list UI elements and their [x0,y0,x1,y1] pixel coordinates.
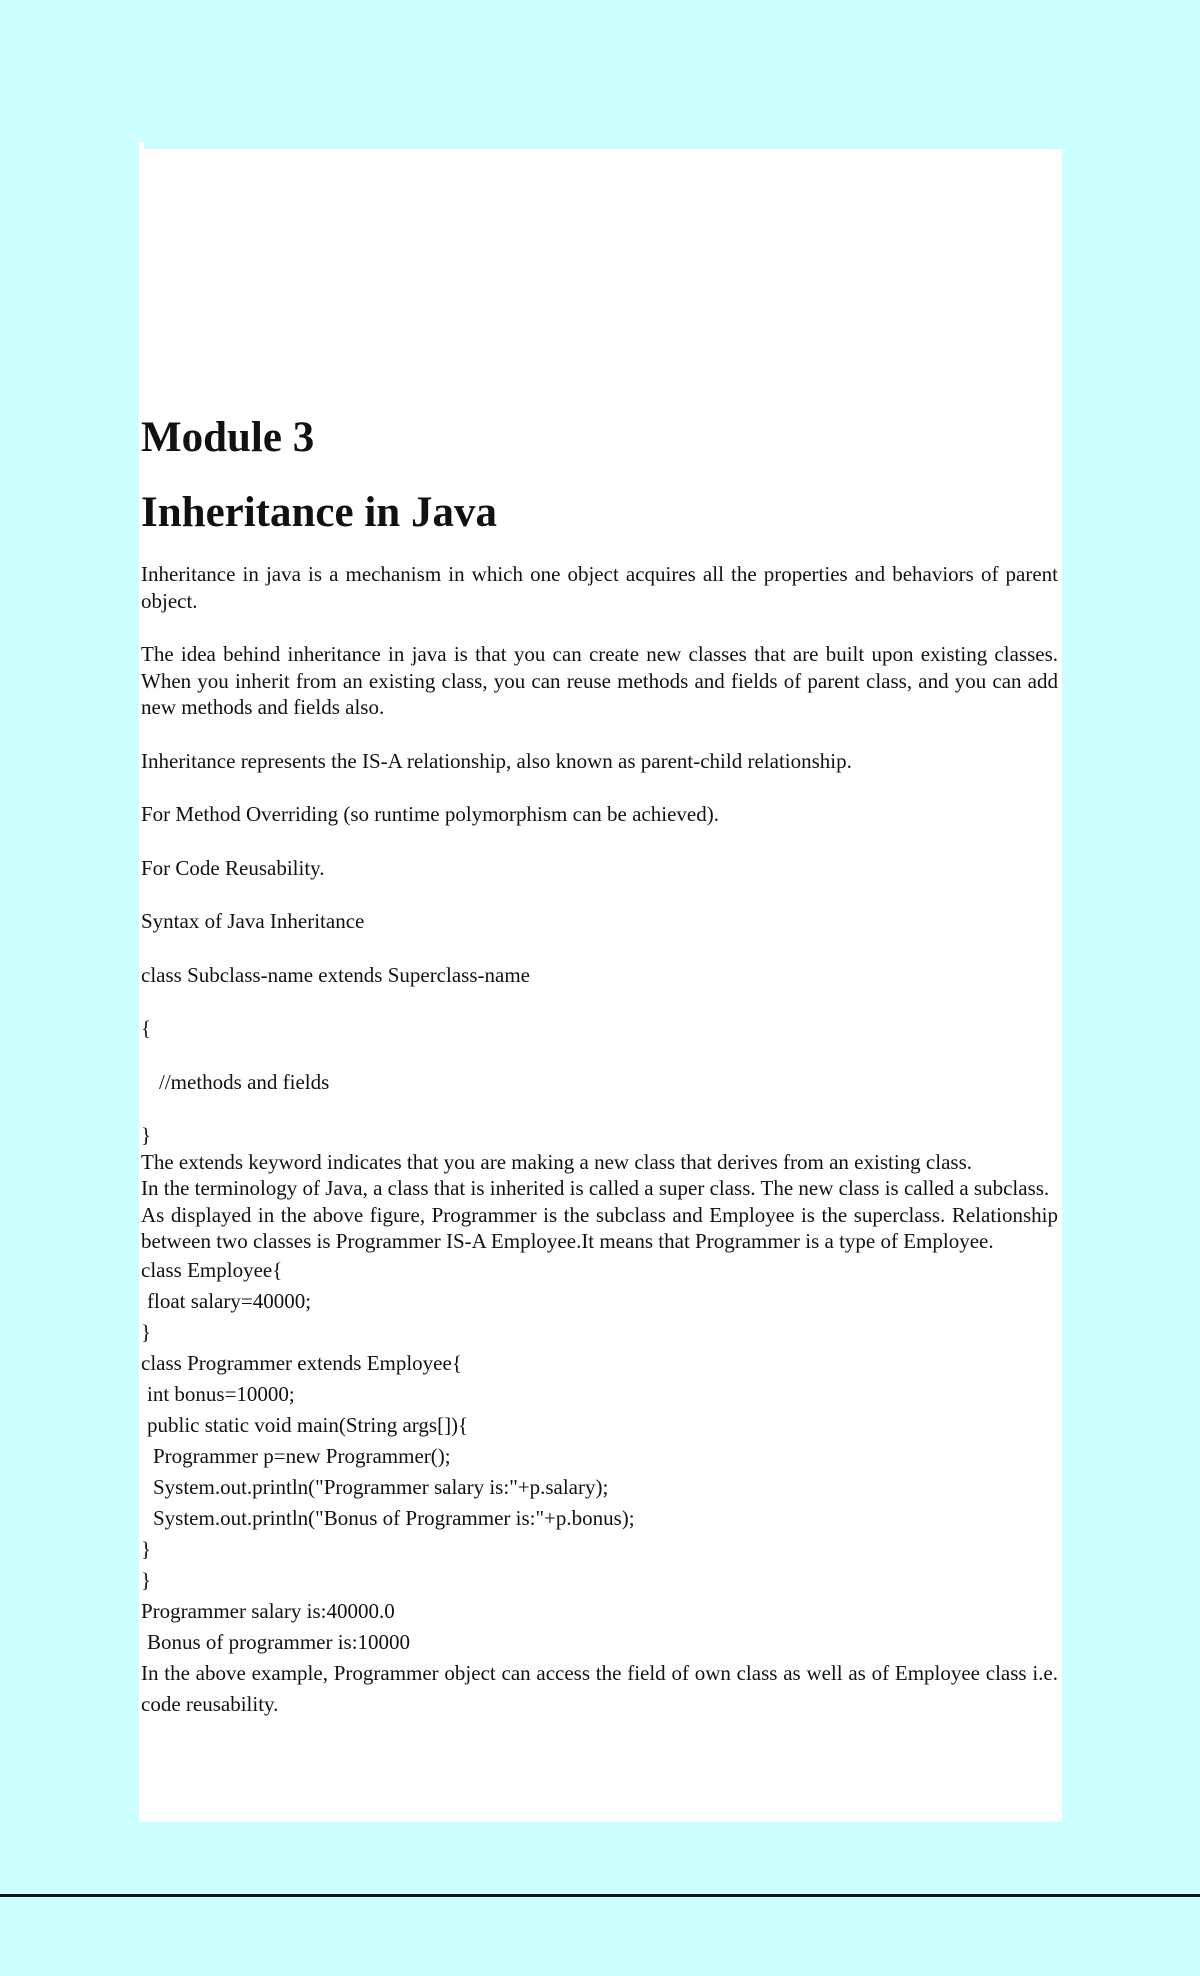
paragraph-reusability: For Code Reusability. [141,855,325,880]
conclusion-paragraph: In the above example, Programmer object can access the field of own class as well as of Employee class i.e. code reusability. [141,1660,1058,1716]
paragraph-idea: The idea behind inheritance in java is that you can create new classes that are built upon existing classes. When you inherit from an existing class, you can reuse methods and fields of parent class, and you can add new methods and fields also. [141,642,1058,719]
code-line: int bonus=10000; [147,1381,295,1406]
document-page [139,149,1062,1822]
code-line: } [141,1536,152,1561]
output-line: Bonus of programmer is:10000 [147,1629,411,1654]
syntax-open-brace: { [141,1016,152,1040]
bottom-divider [0,1894,1200,1897]
code-line: System.out.println("Bonus of Programmer is:"+p.bonus); [153,1505,635,1530]
paragraph-definition: Inheritance in java is a mechanism in which one object acquires all the properties and behaviors of parent object. [141,562,1058,613]
code-line: Programmer p=new Programmer(); [153,1443,451,1468]
code-line: public static void main(String args[]){ [147,1412,469,1437]
explanation-extends: The extends keyword indicates that you are making a new class that derives from an existing class. [141,1149,972,1174]
syntax-comment: //methods and fields [159,1069,330,1094]
code-line: System.out.println("Programmer salary is:"+p.salary); [153,1474,609,1499]
code-line: } [141,1319,152,1344]
section-title: Inheritance in Java [141,489,497,536]
output-line: Programmer salary is:40000.0 [141,1598,395,1623]
code-line: float salary=40000; [147,1288,312,1313]
document-content [141,414,1058,1720]
code-line: } [141,1567,152,1592]
code-line: class Programmer extends Employee{ [141,1350,462,1375]
syntax-class-line: class Subclass-name extends Superclass-name [141,962,530,987]
syntax-close-brace: } [141,1123,152,1147]
syntax-heading: Syntax of Java Inheritance [141,909,365,933]
paragraph-overriding: For Method Overriding (so runtime polymorphism can be achieved). [141,802,719,826]
explanation-terminology: In the terminology of Java, a class that is inherited is called a super class. The new class is called a subclass. [141,1176,1050,1200]
explanation-figure: As displayed in the above figure, Programmer is the subclass and Employee is the superclass. Relationship between two classes is Programmer IS-A Employee.It means that Programmer is a type of Employee. [141,1202,1058,1253]
module-title: Module 3 [141,414,315,461]
code-line: class Employee{ [141,1257,283,1282]
paragraph-is-a: Inheritance represents the IS-A relationship, also known as parent-child relationship. [141,748,852,773]
